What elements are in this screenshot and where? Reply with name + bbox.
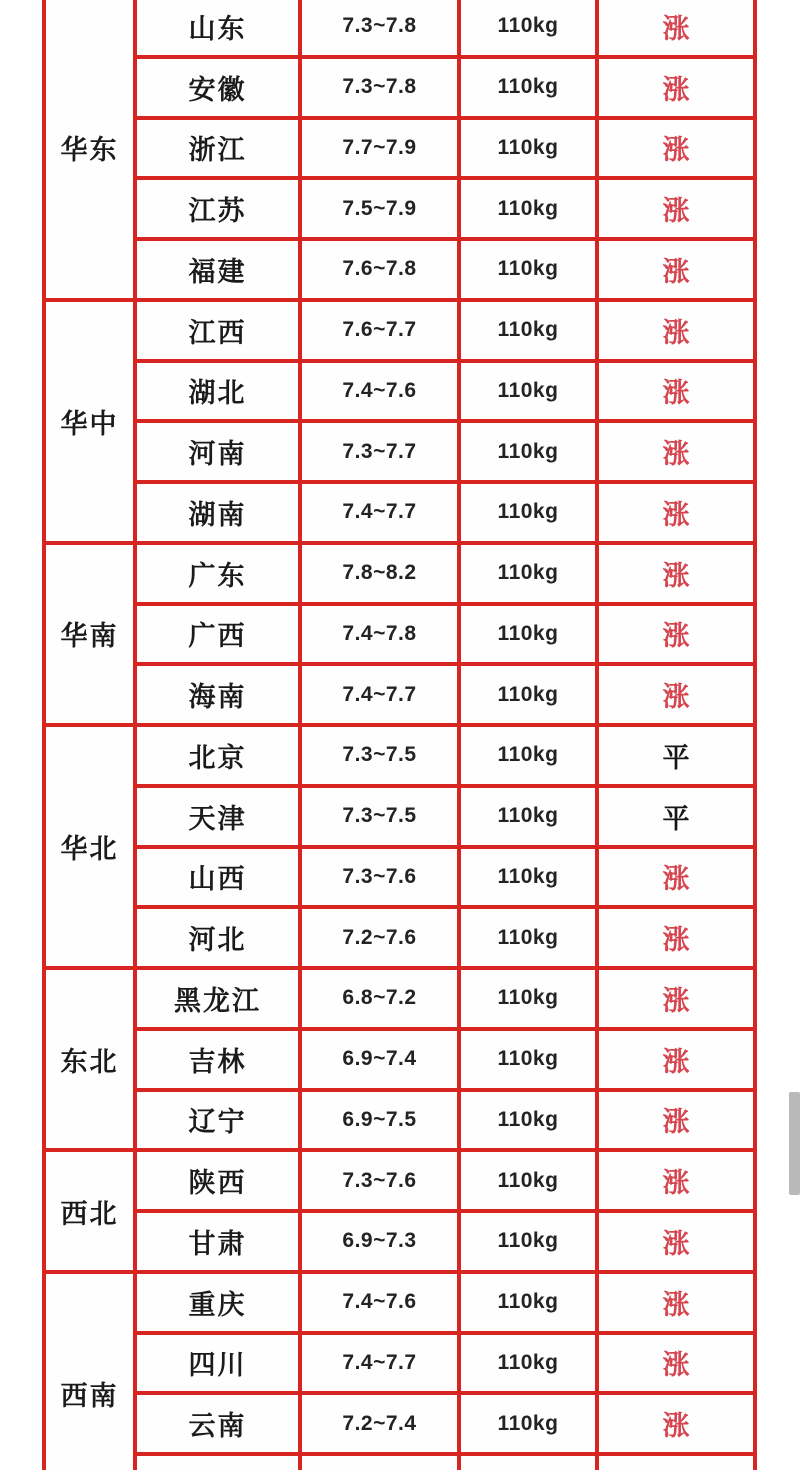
price-cell: 7.4~7.6 <box>302 363 457 420</box>
price-cell: 7.4~7.7 <box>302 484 457 541</box>
weight-cell: 110kg <box>461 1092 595 1149</box>
trend-cell: 涨 <box>599 363 753 420</box>
province-cell: 山西 <box>137 849 298 906</box>
province-cell: 海南 <box>137 666 298 723</box>
trend-cell: 平 <box>599 727 753 784</box>
province-cell: 广西 <box>137 606 298 663</box>
price-cell: 6.9~7.5 <box>302 1092 457 1149</box>
trend-cell: 涨 <box>599 970 753 1027</box>
region-cell: 西北 <box>46 1152 133 1270</box>
region-cell: 华北 <box>46 727 133 966</box>
region-cell: 华南 <box>46 545 133 723</box>
price-cell: 7.6~7.7 <box>302 302 457 359</box>
province-cell: 甘肃 <box>137 1213 298 1270</box>
price-cell: 7.5~7.9 <box>302 180 457 237</box>
trend-cell: 涨 <box>599 484 753 541</box>
province-cell: 广东 <box>137 545 298 602</box>
province-cell: 福建 <box>137 241 298 298</box>
province-cell: 黑龙江 <box>137 970 298 1027</box>
price-cell: 7.3~7.5 <box>302 788 457 845</box>
price-cell: 7.6~7.8 <box>302 241 457 298</box>
trend-cell: 涨 <box>599 120 753 177</box>
province-cell: 山东 <box>137 0 298 55</box>
trend-cell: 涨 <box>599 1213 753 1270</box>
partial-row-cell <box>461 1456 595 1470</box>
trend-cell: 涨 <box>599 1274 753 1331</box>
price-cell: 6.9~7.3 <box>302 1213 457 1270</box>
province-cell: 湖北 <box>137 363 298 420</box>
weight-cell: 110kg <box>461 727 595 784</box>
trend-cell: 涨 <box>599 1152 753 1209</box>
province-cell: 吉林 <box>137 1031 298 1088</box>
trend-cell: 涨 <box>599 423 753 480</box>
weight-cell: 110kg <box>461 909 595 966</box>
weight-cell: 110kg <box>461 1031 595 1088</box>
weight-cell: 110kg <box>461 970 595 1027</box>
partial-row-cell <box>599 1456 753 1470</box>
trend-cell: 涨 <box>599 545 753 602</box>
trend-cell: 涨 <box>599 0 753 55</box>
province-cell: 湖南 <box>137 484 298 541</box>
province-cell: 安徽 <box>137 59 298 116</box>
trend-cell: 涨 <box>599 909 753 966</box>
price-cell: 6.8~7.2 <box>302 970 457 1027</box>
province-cell: 浙江 <box>137 120 298 177</box>
price-cell: 7.7~7.9 <box>302 120 457 177</box>
province-cell: 河南 <box>137 423 298 480</box>
price-cell: 7.3~7.5 <box>302 727 457 784</box>
weight-cell: 110kg <box>461 788 595 845</box>
trend-cell: 涨 <box>599 180 753 237</box>
weight-cell: 110kg <box>461 1395 595 1452</box>
trend-cell: 涨 <box>599 59 753 116</box>
trend-cell: 涨 <box>599 606 753 663</box>
weight-cell: 110kg <box>461 606 595 663</box>
price-cell: 7.4~7.7 <box>302 666 457 723</box>
province-cell: 江苏 <box>137 180 298 237</box>
weight-cell: 110kg <box>461 120 595 177</box>
weight-cell: 110kg <box>461 302 595 359</box>
scrollbar-thumb[interactable] <box>789 1092 800 1195</box>
price-cell: 7.3~7.8 <box>302 0 457 55</box>
region-cell: 东北 <box>46 970 133 1148</box>
province-cell: 云南 <box>137 1395 298 1452</box>
trend-cell: 涨 <box>599 1335 753 1392</box>
price-cell: 7.2~7.4 <box>302 1395 457 1452</box>
region-cell: 华东 <box>46 0 133 298</box>
price-cell: 7.3~7.8 <box>302 59 457 116</box>
partial-row-cell <box>137 1456 298 1470</box>
pig-price-table <box>42 0 757 1470</box>
weight-cell: 110kg <box>461 484 595 541</box>
price-cell: 7.3~7.6 <box>302 1152 457 1209</box>
price-cell: 7.8~8.2 <box>302 545 457 602</box>
weight-cell: 110kg <box>461 1213 595 1270</box>
weight-cell: 110kg <box>461 0 595 55</box>
price-cell: 7.4~7.8 <box>302 606 457 663</box>
trend-cell: 涨 <box>599 1031 753 1088</box>
price-cell: 6.9~7.4 <box>302 1031 457 1088</box>
weight-cell: 110kg <box>461 1335 595 1392</box>
weight-cell: 110kg <box>461 1274 595 1331</box>
weight-cell: 110kg <box>461 666 595 723</box>
province-cell: 陕西 <box>137 1152 298 1209</box>
trend-cell: 涨 <box>599 666 753 723</box>
trend-cell: 平 <box>599 788 753 845</box>
province-cell: 四川 <box>137 1335 298 1392</box>
province-cell: 重庆 <box>137 1274 298 1331</box>
weight-cell: 110kg <box>461 849 595 906</box>
weight-cell: 110kg <box>461 59 595 116</box>
weight-cell: 110kg <box>461 423 595 480</box>
trend-cell: 涨 <box>599 302 753 359</box>
weight-cell: 110kg <box>461 363 595 420</box>
region-cell: 华中 <box>46 302 133 541</box>
trend-cell: 涨 <box>599 849 753 906</box>
trend-cell: 涨 <box>599 1092 753 1149</box>
weight-cell: 110kg <box>461 180 595 237</box>
price-cell: 7.2~7.6 <box>302 909 457 966</box>
partial-row-cell <box>302 1456 457 1470</box>
trend-cell: 涨 <box>599 241 753 298</box>
price-cell: 7.3~7.7 <box>302 423 457 480</box>
region-cell: 西南 <box>46 1274 133 1470</box>
weight-cell: 110kg <box>461 241 595 298</box>
province-cell: 江西 <box>137 302 298 359</box>
price-cell: 7.4~7.6 <box>302 1274 457 1331</box>
price-cell: 7.3~7.6 <box>302 849 457 906</box>
weight-cell: 110kg <box>461 545 595 602</box>
trend-cell: 涨 <box>599 1395 753 1452</box>
price-cell: 7.4~7.7 <box>302 1335 457 1392</box>
province-cell: 河北 <box>137 909 298 966</box>
province-cell: 辽宁 <box>137 1092 298 1149</box>
province-cell: 天津 <box>137 788 298 845</box>
province-cell: 北京 <box>137 727 298 784</box>
weight-cell: 110kg <box>461 1152 595 1209</box>
